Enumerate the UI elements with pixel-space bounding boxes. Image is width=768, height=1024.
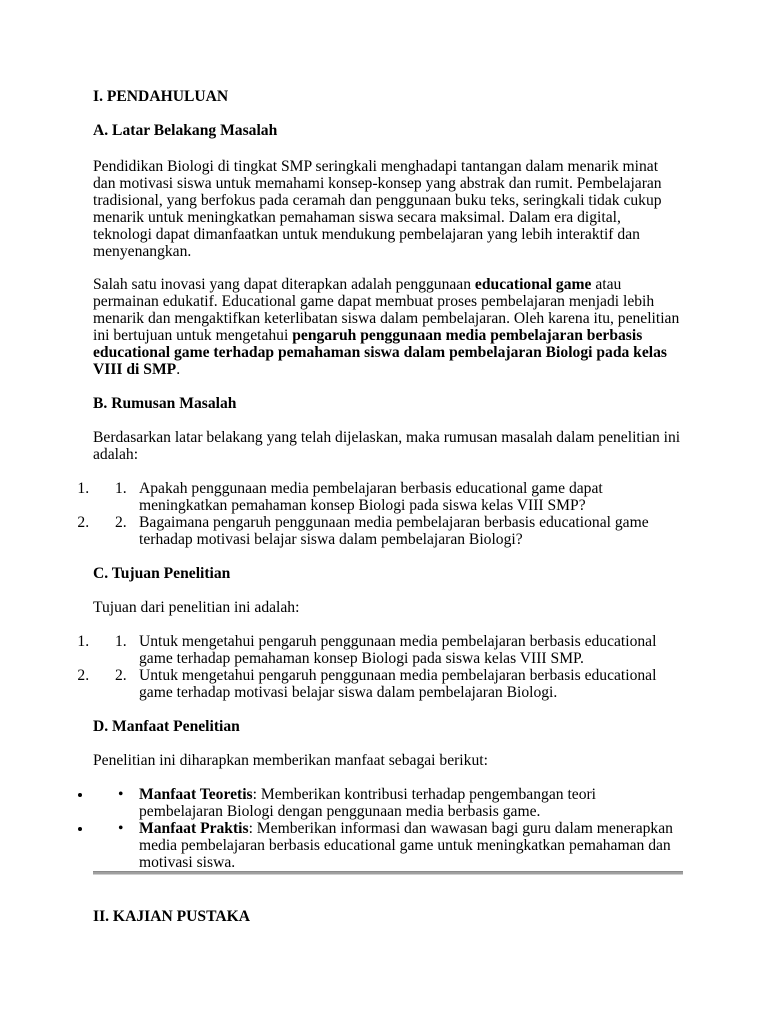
bold-research-aim: pengaruh penggunaan media pembelajaran berbasis educational game terhadap pemahaman siswa dalam pembelajaran Biologi pada kelas VIII di SMP (93, 327, 667, 378)
problem-intro: Berdasarkan latar belakang yang telah dijelaskan, maka rumusan masalah dalam penelitian ini adalah: (93, 429, 681, 463)
list-item (93, 786, 683, 820)
list-item-text: Apakah penggunaan media pembelajaran berbasis educational game dapat meningkatkan pemahaman konsep Biologi pada siswa kelas VIII SMP? (139, 480, 603, 514)
list-item-text: : Memberikan informasi dan wawasan bagi guru dalam menerapkan media pembelajaran berbasis educational game untuk meningkatkan pemahaman dan motivasi siswa. (139, 820, 673, 871)
list-item-text: Untuk mengetahui pengaruh penggunaan media pembelajaran berbasis educational game terhadap motivasi belajar siswa dalam pembelajaran Biologi. (139, 667, 657, 701)
paragraph-text: . (176, 361, 181, 378)
subsection-d-heading: D. Manfaat Penelitian (93, 718, 240, 735)
benefit-label: Manfaat Praktis (139, 820, 249, 837)
list-item (93, 820, 683, 871)
bullet-icon: • • (118, 786, 124, 803)
section-2-heading: II. KAJIAN PUSTAKA (93, 908, 250, 925)
list-item (93, 480, 683, 514)
objectives-intro: Tujuan dari penelitian ini adalah: (93, 599, 300, 616)
paragraph-background-1: Pendidikan Biologi di tingkat SMP seringkali menghadapi tantangan dalam menarik minat dan motivasi siswa untuk memahami konsep-konsep yang abstrak dan rumit. Pembelajaran tradisional, yang berfokus pada ceramah dan penggunaan buku teks, seringkali tidak cukup menarik untuk meningkatkan pemahaman siswa secara maksimal. Dalam era digital, teknologi dapat dimanfaatkan untuk mendukung pembelajaran yang lebih interaktif dan menyenangkan. (93, 158, 662, 260)
bullet-icon: • • (118, 820, 124, 837)
document-content (93, 88, 683, 925)
list-item (93, 667, 683, 701)
list-item (93, 633, 683, 667)
list-item (93, 514, 683, 548)
list-number: 1. 1. (115, 633, 127, 650)
benefits-intro: Penelitian ini diharapkan memberikan manfaat sebagai berikut: (93, 752, 488, 769)
paragraph-text: Salah satu inovasi yang dapat diterapkan adalah penggunaan (93, 276, 475, 293)
paragraph-text: atau permainan edukatif. Educational game dapat membuat proses pembelajaran menjadi lebih menarik dan mengaktifkan keterlibatan siswa dalam pembelajaran. Oleh karena itu, penelitian ini bertujuan untuk mengetahui (93, 276, 680, 344)
benefits-list (93, 786, 683, 871)
subsection-c-heading: C. Tujuan Penelitian (93, 565, 231, 582)
list-item-text: Untuk mengetahui pengaruh penggunaan media pembelajaran berbasis educational game terhadap pemahaman konsep Biologi pada siswa kelas VIII SMP. (139, 633, 657, 667)
list-number: 1. 1. (115, 480, 127, 497)
problem-list (93, 480, 683, 548)
objectives-list (93, 633, 683, 701)
list-item-text: Bagaimana pengaruh penggunaan media pembelajaran berbasis educational game terhadap motivasi belajar siswa dalam pembelajaran Biologi? (139, 514, 649, 548)
benefit-label: Manfaat Teoretis (139, 786, 253, 803)
list-item-text: : Memberikan kontribusi terhadap pengembangan teori pembelajaran Biologi dengan penggunaan media berbasis game. (139, 786, 597, 820)
subsection-b-heading: B. Rumusan Masalah (93, 395, 237, 412)
list-number: 2. 2. (115, 514, 127, 531)
section-1-heading: I. PENDAHULUAN (93, 88, 229, 105)
section-divider (93, 871, 683, 875)
bold-term: educational game (474, 276, 592, 293)
subsection-a-heading: A. Latar Belakang Masalah (93, 122, 278, 139)
paragraph-background-2 (93, 276, 683, 378)
list-number: 2. 2. (115, 667, 127, 684)
